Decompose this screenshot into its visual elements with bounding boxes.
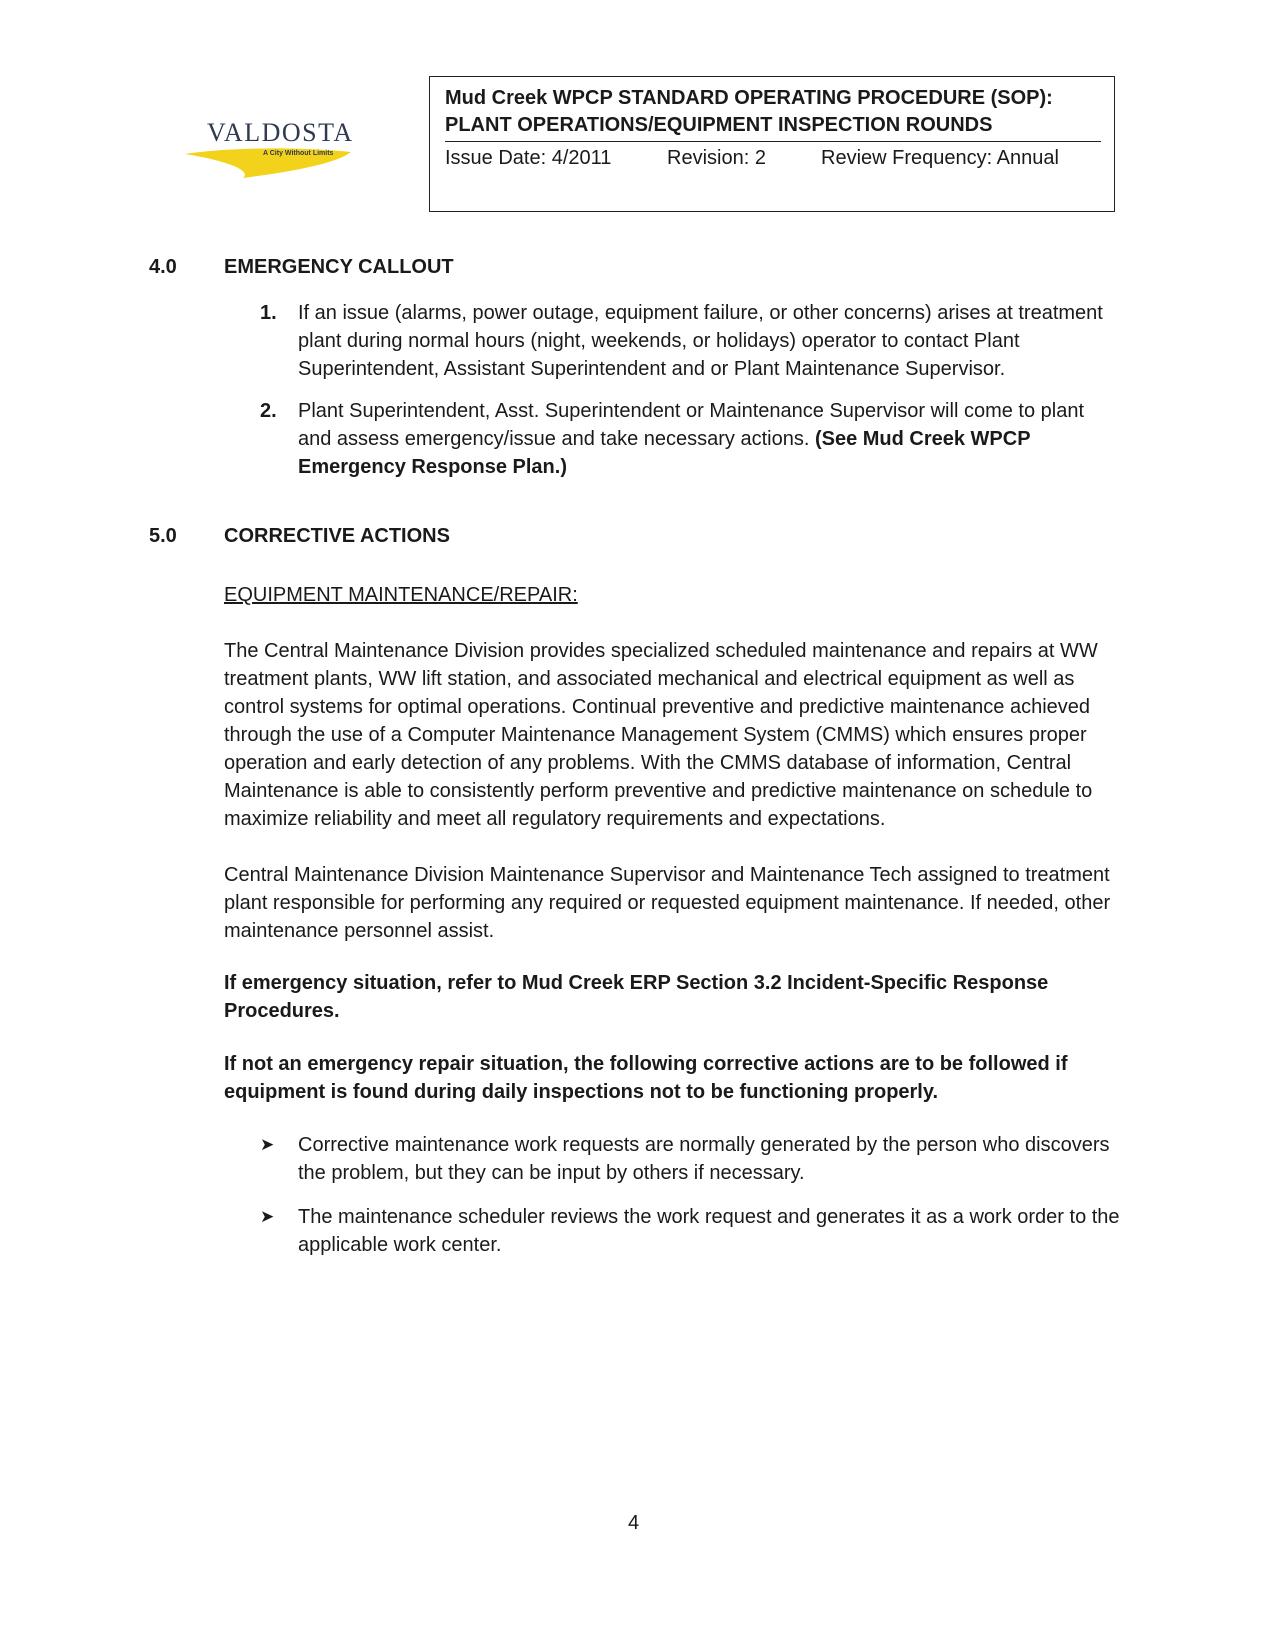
list-marker: 2. — [260, 400, 277, 422]
section-5-title: CORRECTIVE ACTIONS — [224, 525, 450, 547]
bullet-text: The maintenance scheduler reviews the work request and generates it as a work order to the applicable work center. — [298, 1206, 1120, 1256]
valdosta-logo — [183, 118, 353, 180]
section-4-number: 4.0 — [149, 256, 177, 278]
logo-tagline: A City Without Limits — [263, 150, 334, 157]
paragraph-central-maintenance: The Central Maintenance Division provides specialized scheduled maintenance and repairs at WW treatment plants, WW lift station, and associated mechanical and electrical equipment as well as control systems for optimal operations. Continual preventive and predictive maintenance achieved through the use of a Computer Maintenance Management System (CMMS) which ensures proper operation and early detection of any problems. With the CMMS database of information, Central Maintenance is able to consistently perform preventive and predictive maintenance on schedule to maximize reliability and meet all regulatory requirements and expectations. — [224, 640, 1098, 830]
header-divider — [445, 141, 1101, 142]
bullet-text: Corrective maintenance work requests are normally generated by the person who discovers the problem, but they can be input by others if necessary. — [298, 1134, 1110, 1184]
arrow-bullet-icon: ➤ — [260, 1207, 275, 1226]
list-item-text: If an issue (alarms, power outage, equipment failure, or other concerns) arises at treatment plant during normal hours (night, weekends, or holidays) operator to contact Plant Superintendent, Assistant Superintendent and or Plant Maintenance Supervisor. — [298, 302, 1103, 380]
section-4-title: EMERGENCY CALLOUT — [224, 256, 454, 278]
emergency-note: If emergency situation, refer to Mud Creek ERP Section 3.2 Incident-Specific Response Procedures. — [224, 972, 1049, 1022]
issue-date: Issue Date: 4/2011 — [445, 147, 612, 169]
list-marker: 1. — [260, 302, 277, 324]
list-item-text — [298, 397, 1120, 481]
arrow-bullet-icon: ➤ — [260, 1135, 275, 1154]
erp-reference: (See Mud Creek WPCP Emergency Response Plan.) — [298, 428, 1031, 478]
logo-name: VALDOSTA — [207, 118, 354, 147]
nonemergency-note: If not an emergency repair situation, the following corrective actions are to be followed if equipment is found during daily inspections not to be functioning properly. — [224, 1053, 1068, 1103]
sop-title-line1: Mud Creek WPCP STANDARD OPERATING PROCEDURE (SOP): — [445, 87, 1053, 109]
sop-title-line2: PLANT OPERATIONS/EQUIPMENT INSPECTION ROUNDS — [445, 114, 993, 136]
sop-header-box — [429, 76, 1115, 212]
list-item-body: Plant Superintendent, Asst. Superintendent or Maintenance Supervisor will come to plant and assess emergency/issue and take necessary actions. — [298, 400, 1085, 450]
page-number: 4 — [628, 1512, 640, 1534]
review-frequency: Review Frequency: Annual — [821, 147, 1059, 169]
paragraph-maintenance-staff: Central Maintenance Division Maintenance Supervisor and Maintenance Tech assigned to treatment plant responsible for performing any required or requested equipment maintenance. If needed, other maintenance personnel assist. — [224, 864, 1111, 942]
section-5-number: 5.0 — [149, 525, 177, 547]
subheading-equipment-maintenance: EQUIPMENT MAINTENANCE/REPAIR: — [224, 584, 578, 606]
revision: Revision: 2 — [667, 147, 766, 169]
